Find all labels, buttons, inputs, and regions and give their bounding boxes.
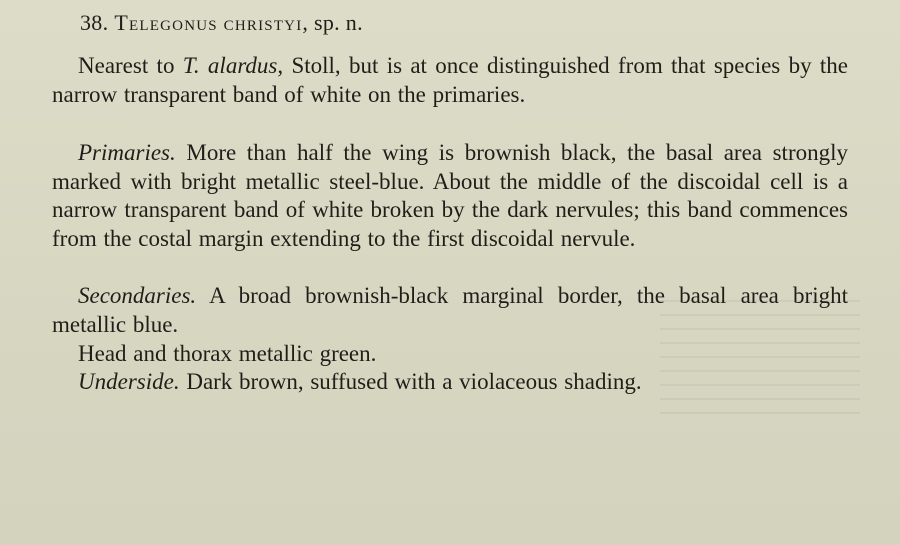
p1-post: , Stoll, but is at once distinguished from that species by the narrow transparent band of white on the primaries. (52, 53, 848, 107)
p1-italic-species: T. alardus (182, 53, 278, 78)
secondaries-text: A broad brownish-black marginal border, the basal area bright metallic blue. (52, 283, 848, 337)
genus-name: Telegonus (114, 10, 218, 35)
underside-text: Dark brown, suffused with a violaceous shading. (179, 369, 642, 394)
primaries-label: Primaries. (78, 140, 176, 165)
species-name: christyi (223, 10, 303, 35)
paragraph-head-thorax (52, 340, 848, 369)
entry-number: 38. (80, 10, 109, 35)
p1-pre: Nearest to (78, 53, 183, 78)
paragraph-underside (52, 368, 848, 397)
secondaries-label: Secondaries. (78, 283, 197, 308)
head-thorax-text: Head and thorax metallic green. (78, 341, 377, 366)
heading-suffix: , sp. n. (302, 10, 363, 35)
paragraph-diagnosis (52, 52, 848, 109)
paragraph-secondaries (52, 282, 848, 339)
underside-label: Underside. (78, 369, 180, 394)
primaries-text: More than half the wing is brownish black, the basal area strongly marked with bright metallic steel-blue. About the middle of the discoidal cell is a narrow transparent band of white broken by the dark nervules; this band commences from the costal margin extending to the first discoidal nervule. (52, 140, 848, 251)
paragraph-primaries (52, 139, 848, 253)
species-heading (80, 10, 363, 36)
